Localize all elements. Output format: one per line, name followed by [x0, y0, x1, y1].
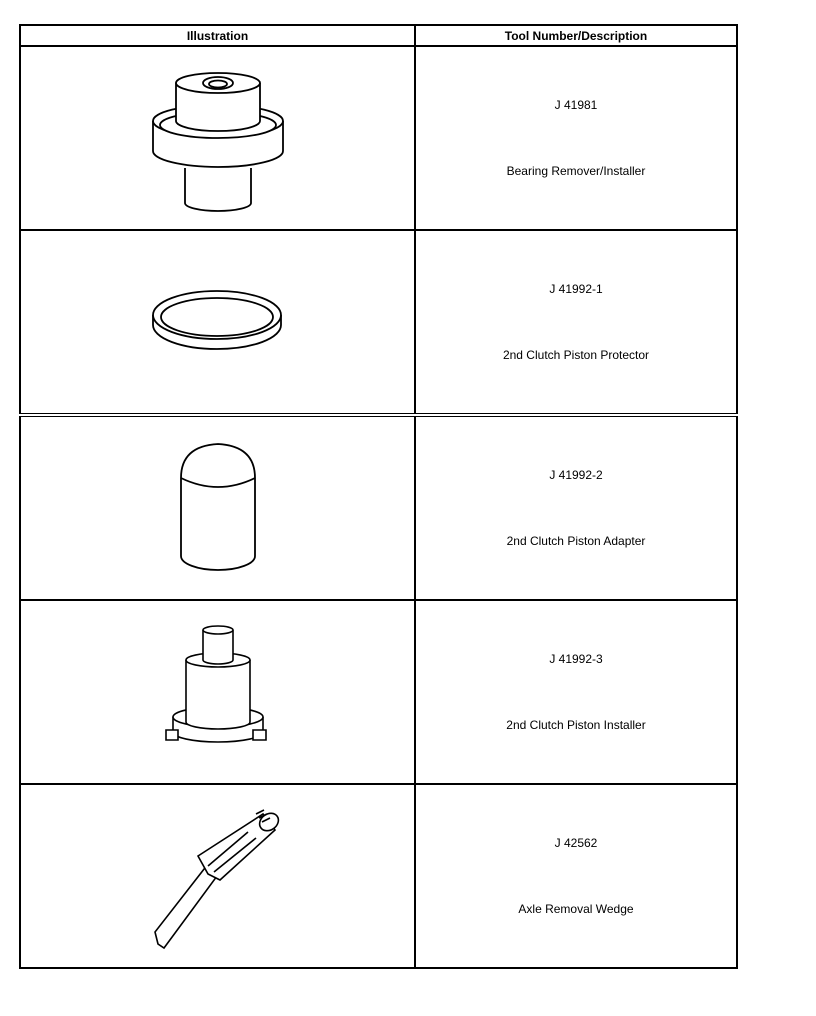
tool-name: Axle Removal Wedge — [518, 902, 634, 916]
tool-description-cell — [415, 46, 737, 230]
tool-name: 2nd Clutch Piston Installer — [506, 718, 646, 732]
table-row — [20, 415, 737, 600]
special-tools-table — [19, 24, 738, 969]
piston-installer-illustration — [158, 622, 278, 762]
tool-description-cell — [415, 600, 737, 784]
illustration-cell — [20, 46, 415, 230]
tool-number: J 41992-1 — [549, 282, 603, 296]
tool-name: Bearing Remover/Installer — [506, 164, 646, 178]
header-row — [20, 25, 737, 46]
tool-number: J 41992-2 — [549, 468, 603, 482]
tool-name: 2nd Clutch Piston Protector — [502, 348, 650, 362]
piston-protector-ring-illustration — [143, 277, 293, 367]
tool-description-cell — [415, 415, 737, 600]
illustration-header: Illustration — [20, 25, 415, 46]
tool-description-cell — [415, 784, 737, 968]
tool-description-cell — [415, 230, 737, 415]
tool-name: 2nd Clutch Piston Adapter — [506, 534, 646, 548]
table-row — [20, 600, 737, 784]
piston-adapter-cylinder-illustration — [168, 438, 268, 578]
axle-removal-wedge-illustration — [138, 796, 298, 956]
illustration-cell — [20, 415, 415, 600]
illustration-cell — [20, 784, 415, 968]
bearing-remover-installer-illustration — [138, 63, 298, 213]
table-row — [20, 784, 737, 968]
table-row — [20, 230, 737, 415]
tool-number: J 41981 — [554, 98, 598, 112]
illustration-cell — [20, 230, 415, 415]
tool-description-header: Tool Number/Description — [415, 25, 737, 46]
table-row — [20, 46, 737, 230]
illustration-cell — [20, 600, 415, 784]
tool-number: J 41992-3 — [549, 652, 603, 666]
tool-number: J 42562 — [554, 836, 598, 850]
